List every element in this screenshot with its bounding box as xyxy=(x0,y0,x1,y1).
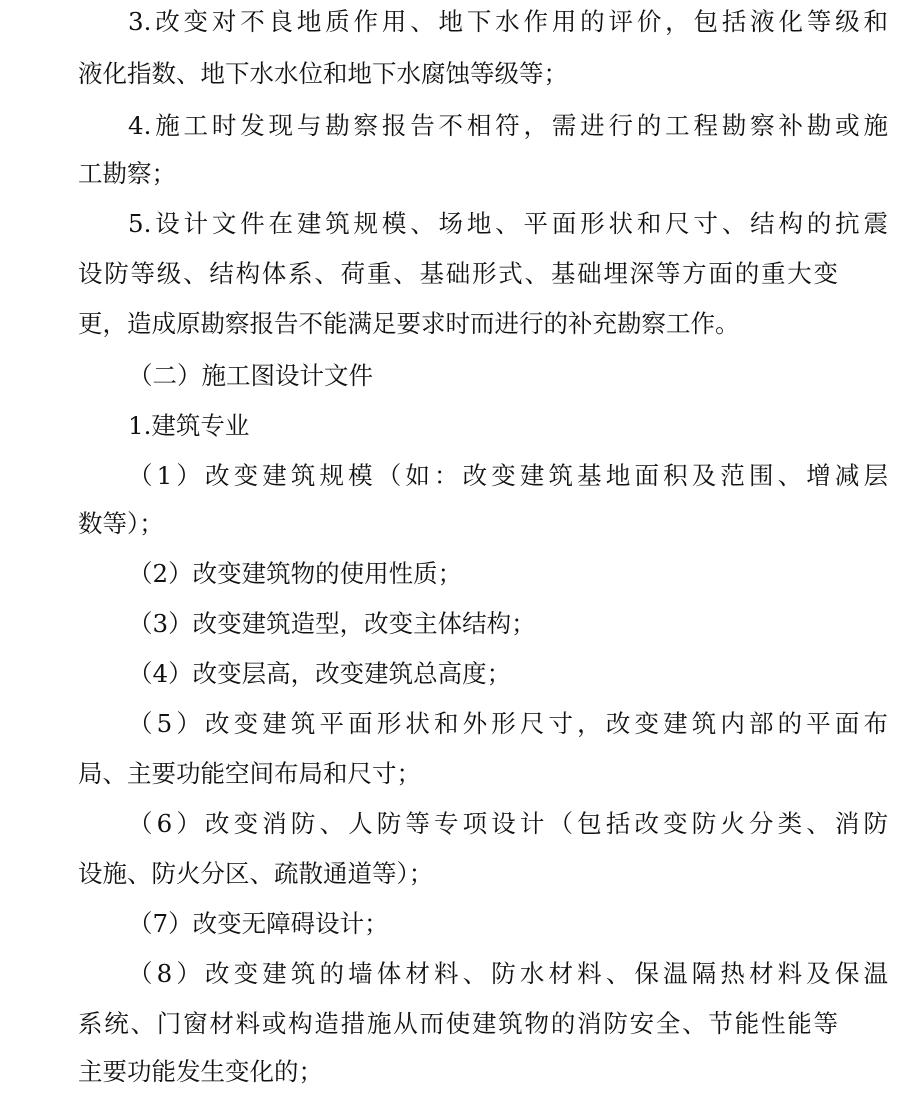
text-line: 工勘察； xyxy=(78,159,176,188)
text-line: 5.设计文件在建筑规模、场地、平面形状和尺寸、结构的抗震 xyxy=(128,209,888,238)
text-line: （4）改变层高，改变建筑总高度； xyxy=(128,659,512,688)
text-line: 液化指数、地下水水位和地下水腐蚀等级等； xyxy=(78,59,568,88)
subsection-heading: 1.建筑专业 xyxy=(128,411,250,440)
text-line: 局、主要功能空间布局和尺寸； xyxy=(78,759,421,788)
text-line: （7）改变无障碍设计； xyxy=(128,909,389,938)
text-line: （8）改变建筑的墙体材料、防水材料、保温隔热材料及保温 xyxy=(128,959,888,988)
text-line: （6）改变消防、人防等专项设计（包括改变防火分类、消防 xyxy=(128,809,888,838)
text-line: （5）改变建筑平面形状和外形尺寸，改变建筑内部的平面布 xyxy=(128,709,888,738)
text-line: 设防等级、结构体系、荷重、基础形式、基础埋深等方面的重大变 xyxy=(78,259,838,288)
text-line: （3）改变建筑造型，改变主体结构； xyxy=(128,609,536,638)
text-line: 设施、防火分区、疏散通道等）； xyxy=(78,859,434,888)
text-line: （2）改变建筑物的使用性质； xyxy=(128,559,463,588)
text-line: 更，造成原勘察报告不能满足要求时而进行的补充勘察工作。 xyxy=(78,309,740,338)
section-heading: （二）施工图设计文件 xyxy=(128,361,373,390)
text-line: 主要功能发生变化的； xyxy=(78,1057,323,1086)
text-line: 系统、门窗材料或构造措施从而使建筑物的消防安全、节能性能等 xyxy=(78,1009,838,1038)
text-line: 4.施工时发现与勘察报告不相符，需进行的工程勘察补勘或施 xyxy=(128,111,888,140)
text-line: （1）改变建筑规模（如：改变建筑基地面积及范围、增减层 xyxy=(128,461,888,490)
text-line: 3.改变对不良地质作用、地下水作用的评价，包括液化等级和 xyxy=(128,7,888,36)
text-line: 数等）； xyxy=(78,509,164,538)
